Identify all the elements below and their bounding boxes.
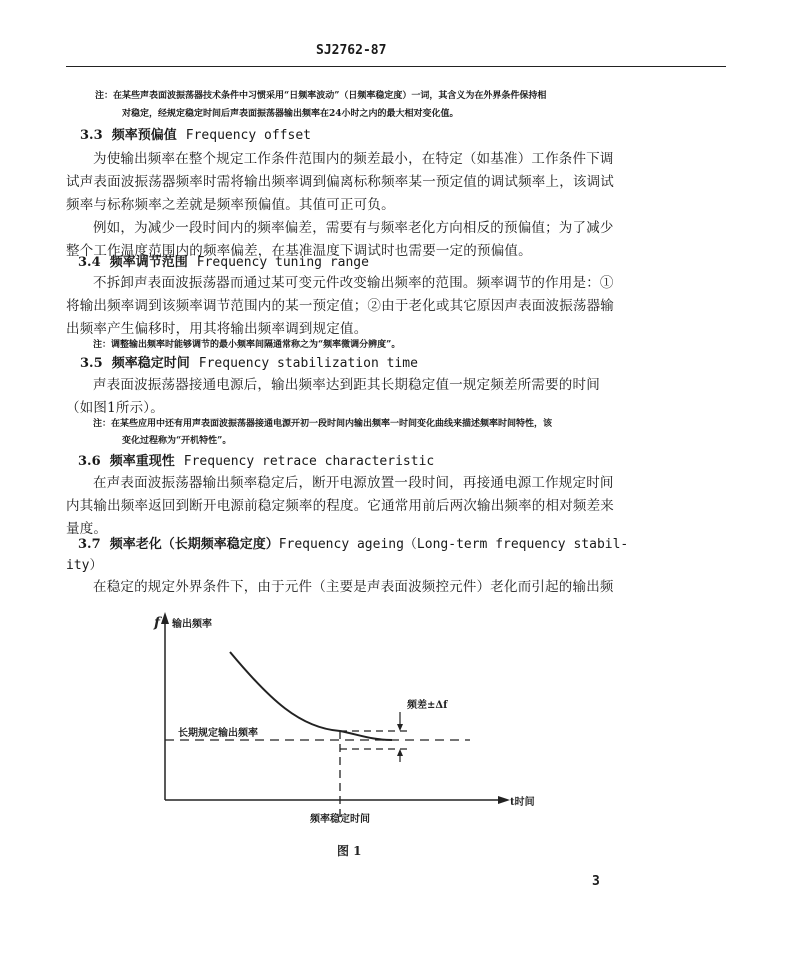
paragraph-line: 试声表面波振荡器频率时需将输出频率调到偏离标称频率某一预定值的调试频率上，该调试 xyxy=(66,174,614,190)
note-daily-stability-line-2: 对稳定，经规定稳定时间后声表面振荡器输出频率在24小时之内的最大相对变化值。 xyxy=(122,109,459,119)
delta-arrowhead-top xyxy=(397,724,403,731)
section-title-en: Frequency ageing（Long-term frequency stabil- xyxy=(278,537,629,552)
section-title-en: Frequency offset xyxy=(185,128,311,143)
section-title-en-continued: ity） xyxy=(66,558,103,573)
delta-arrowhead-bottom xyxy=(397,749,403,756)
y-axis-label: 输出频率 xyxy=(172,619,212,630)
section-number: 3.7 xyxy=(78,537,101,552)
paragraph-line: 例如，为减少一段时间内的频率偏差，需要有与频率老化方向相反的预偏值；为了减少 xyxy=(93,220,614,236)
long-term-frequency-label: 长期规定输出频率 xyxy=(178,728,258,739)
delta-f-label: 频差±Δf xyxy=(407,700,448,711)
paragraph-line: （如图1所示）。 xyxy=(66,400,164,416)
section-title-cn: 频率老化（长期频率稳定度） xyxy=(109,537,279,552)
paragraph-line: 内其输出频率返回到断开电源前稳定频率的程度。它通常用前后两次输出频率的相对频差来 xyxy=(66,498,614,514)
page-number: 3 xyxy=(592,874,600,889)
y-axis-arrow xyxy=(161,612,169,624)
section-title-cn: 频率预偏值 xyxy=(111,128,177,143)
paragraph-line: 在稳定的规定外界条件下，由于元件（主要是声表面波频控元件）老化而引起的输出频 xyxy=(93,579,614,595)
section-number: 3.4 xyxy=(78,255,101,270)
note-prefix: 注： xyxy=(95,91,114,101)
section-number: 3.3 xyxy=(80,128,103,143)
section-title-en: Frequency retrace characteristic xyxy=(183,454,435,469)
paragraph-line: 在声表面波振荡器输出频率稳定后，断开电源放置一段时间，再接通电源工作规定时间 xyxy=(93,475,614,491)
section-title-en: Frequency tuning range xyxy=(196,255,369,270)
section-title-cn: 频率调节范围 xyxy=(109,255,188,270)
paragraph-line: 为使输出频率在整个规定工作条件范围内的频差最小，在特定（如基准）工作条件下调 xyxy=(93,151,614,167)
y-axis-symbol: f xyxy=(154,615,161,631)
section-number: 3.6 xyxy=(78,454,101,469)
figure-caption: 图 1 xyxy=(337,844,362,858)
paragraph-line: 将输出频率调到该频率调节范围内的某一预定值；②由于老化或其它原因声表面波振荡器输 xyxy=(66,298,614,314)
note-line-1: 在某些声表面波振荡器技术条件中习惯采用“日频率波动”（日频率稳定度）一词，其含义为在外界条件保持相 xyxy=(113,91,547,101)
note-startup-characteristic: 注：在某些应用中还有用声表面波振荡器接通电源开初一段时间内输出频率一时间变化曲线来描述频率时间特性，该 xyxy=(93,419,553,429)
x-axis-arrow xyxy=(498,796,510,804)
note-startup-characteristic-line-2: 变化过程称为“开机特性”。 xyxy=(122,436,232,446)
paragraph-line: 声表面波振荡器接通电源后，输出频率达到距其长期稳定值一规定频差所需要的时间 xyxy=(93,377,600,393)
section-title-cn: 频率重现性 xyxy=(109,454,175,469)
paragraph-line: 出频率产生偏移时，用其将输出频率调到规定值。 xyxy=(66,321,368,337)
x-axis-label: t时间 xyxy=(510,797,535,808)
stabilization-time-label: 频率稳定时间 xyxy=(310,814,370,825)
section-number: 3.5 xyxy=(80,356,103,371)
note-fine-tuning: 注：调整输出频率时能够调节的最小频率间隔通常称之为“频率微调分辨度”。 xyxy=(93,340,401,350)
axes xyxy=(165,620,502,800)
paragraph-line: 频率与标称频率之差就是频率预偏值。其值可正可负。 xyxy=(66,197,395,213)
paragraph-line: 不拆卸声表面波振荡器而通过某可变元件改变输出频率的范围。频率调节的作用是：① xyxy=(93,275,614,291)
paragraph-line: 量度。 xyxy=(66,521,108,537)
frequency-curve xyxy=(230,652,392,740)
document-code: SJ2762-87 xyxy=(316,43,387,58)
section-title-cn: 频率稳定时间 xyxy=(111,356,190,371)
paragraph-line: 整个工作温度范围内的频率偏差，在基准温度下调试时也需要一定的预偏值。 xyxy=(66,243,532,259)
section-title-en: Frequency stabilization time xyxy=(198,356,418,371)
